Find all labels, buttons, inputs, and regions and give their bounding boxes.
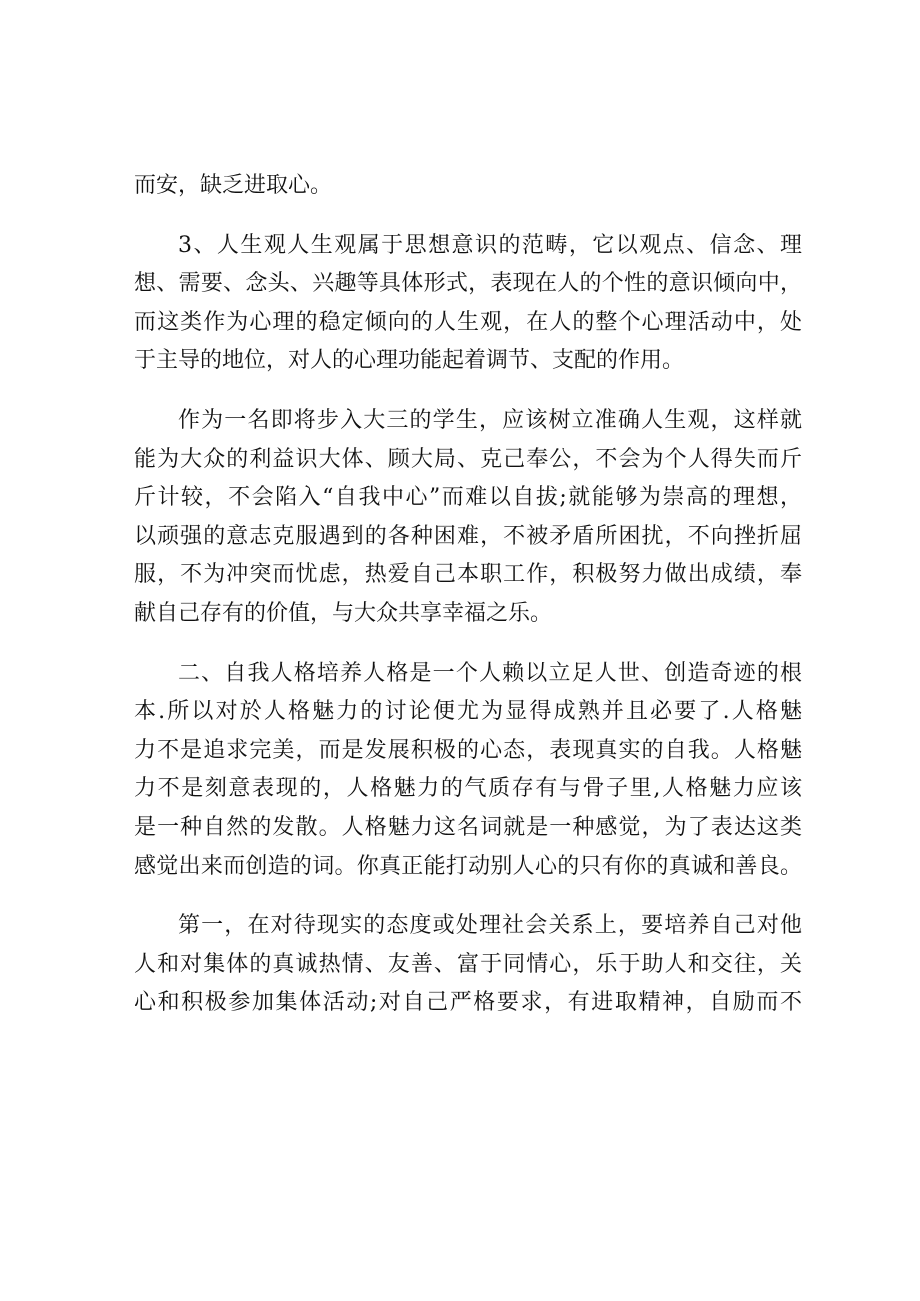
text-line: 人和对集体的真诚热情、友善、富于同情心，乐于助人和交往，关 bbox=[134, 951, 802, 977]
text-line: 力不是刻意表现的，人格魅力的气质存有与骨子里,人格魅力应该 bbox=[134, 776, 802, 802]
text-line: 而安，缺乏进取心。 bbox=[134, 173, 333, 198]
text-line: 感觉出来而创造的词。你真正能打动别人心的只有你的真诚和善良。 bbox=[134, 853, 802, 879]
paragraph-3 bbox=[134, 402, 802, 634]
text-line: 第一，在对待现实的态度或处理社会关系上，要培养自己对他 bbox=[178, 913, 802, 939]
body-text bbox=[134, 167, 802, 1044]
text-line: 以顽强的意志克服遇到的各种困难，不被矛盾所困扰，不向挫折屈 bbox=[134, 523, 802, 549]
text-line: 本.所以对於人格魅力的讨论便尤为显得成熟并且必要了.人格魅 bbox=[134, 699, 802, 725]
text-line: 而这类作为心理的稳定倾向的人生观，在人的整个心理活动中，处 bbox=[134, 309, 802, 335]
text-line: 能为大众的利益识大体、顾大局、克己奉公，不会为个人得失而斤 bbox=[134, 446, 802, 472]
text-line: 想、需要、念头、兴趣等具体形式，表现在人的个性的意识倾向中， bbox=[134, 271, 802, 297]
text-line: 心和积极参加集体活动;对自己严格要求，有进取精神，自励而不 bbox=[134, 990, 802, 1016]
paragraph-1 bbox=[134, 167, 802, 206]
text-line: 斤计较，不会陷入“自我中心”而难以自拔;就能够为崇高的理想， bbox=[134, 485, 802, 511]
text-line: 献自己存有的价值，与大众共享幸福之乐。 bbox=[134, 600, 553, 626]
paragraph-5 bbox=[134, 907, 802, 1023]
text-line: 是一种自然的发散。人格魅力这名词就是一种感觉，为了表达这类 bbox=[134, 814, 802, 840]
paragraph-4 bbox=[134, 655, 802, 887]
text-line: 3、人生观人生观属于思想意识的范畴，它以观点、信念、理 bbox=[178, 232, 802, 258]
paragraph-2 bbox=[134, 227, 802, 381]
text-line: 作为一名即将步入大三的学生，应该树立准确人生观，这样就 bbox=[178, 407, 802, 433]
text-line: 于主导的地位，对人的心理功能起着调节、支配的作用。 bbox=[134, 348, 685, 374]
text-line: 力不是追求完美，而是发展积极的心态，表现真实的自我。人格魅 bbox=[134, 737, 802, 763]
text-line: 服，不为冲突而忧虑，热爱自己本职工作，积极努力做出成绩，奉 bbox=[134, 562, 802, 588]
text-line: 二、自我人格培养人格是一个人赖以立足人世、创造奇迹的根 bbox=[178, 660, 802, 686]
